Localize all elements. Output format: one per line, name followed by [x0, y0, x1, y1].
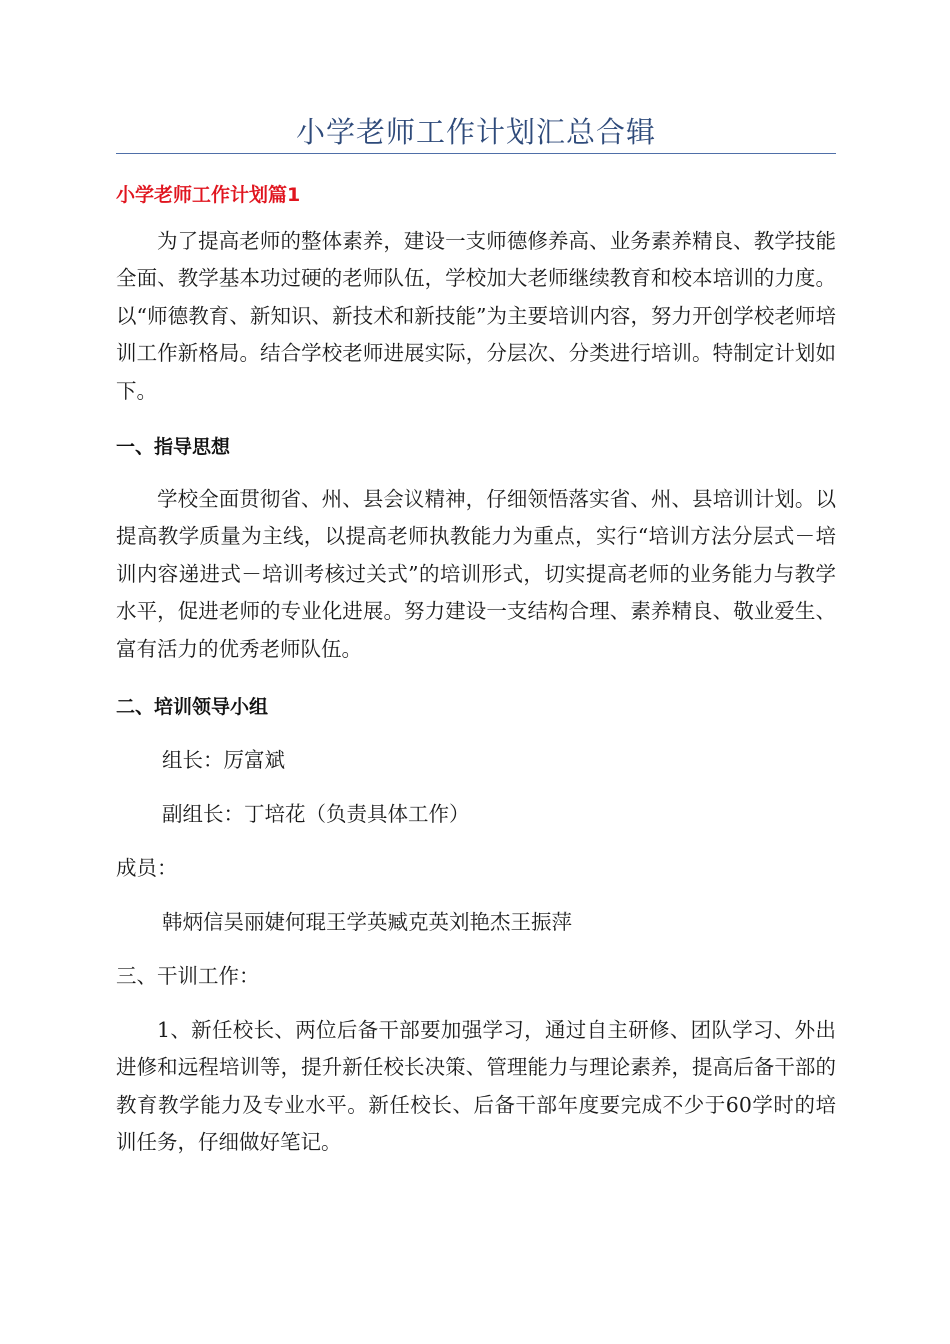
cadre-training-item-1: 1、新任校长、两位后备干部要加强学习，通过自主研修、团队学习、外出进修和远程培训等，提升新任校长决策、管理能力与理论素养，提高后备干部的教育教学能力及专业水平。新任校长、后备干部年度要完成不少于60学时的培训任务，仔细做好笔记。: [116, 1018, 836, 1155]
section-title: 小学老师工作计划篇1: [116, 184, 301, 206]
heading-training-leadership-group: 二、培训领导小组: [116, 696, 269, 718]
heading-cadre-training: 三、干训工作：: [116, 964, 260, 988]
document-title: 小学老师工作计划汇总合辑: [295, 115, 656, 149]
guiding-ideology-paragraph: 学校全面贯彻省、州、县会议精神，仔细领悟落实省、州、县培训计划。以提高教学质量为主线，以提高老师执教能力为重点，实行“培训方法分层式－培训内容递进式－培训考核过关式”的培训形式，切实提高老师的业务能力与教学水平，促进老师的专业化进展。努力建设一支结构合理、素养精良、敬业爱生、富有活力的优秀老师队伍。: [116, 487, 836, 661]
title-underline: [116, 153, 836, 154]
members-list: 韩炳信吴丽婕何琨王学英臧克英刘艳杰王振萍: [162, 910, 572, 934]
members-label: 成员：: [116, 856, 178, 880]
deputy-group-leader: 副组长：丁培花（负责具体工作）: [162, 802, 470, 826]
intro-paragraph: 为了提高老师的整体素养，建设一支师德修养高、业务素养精良、教学技能全面、教学基本功过硬的老师队伍，学校加大老师继续教育和校本培训的力度。以“师德教育、新知识、新技术和新技能”为主要培训内容，努力开创学校老师培训工作新格局。结合学校老师进展实际，分层次、分类进行培训。特制定计划如下。: [116, 229, 836, 403]
group-leader: 组长：厉富斌: [162, 748, 285, 772]
heading-guiding-ideology: 一、指导思想: [116, 436, 231, 458]
